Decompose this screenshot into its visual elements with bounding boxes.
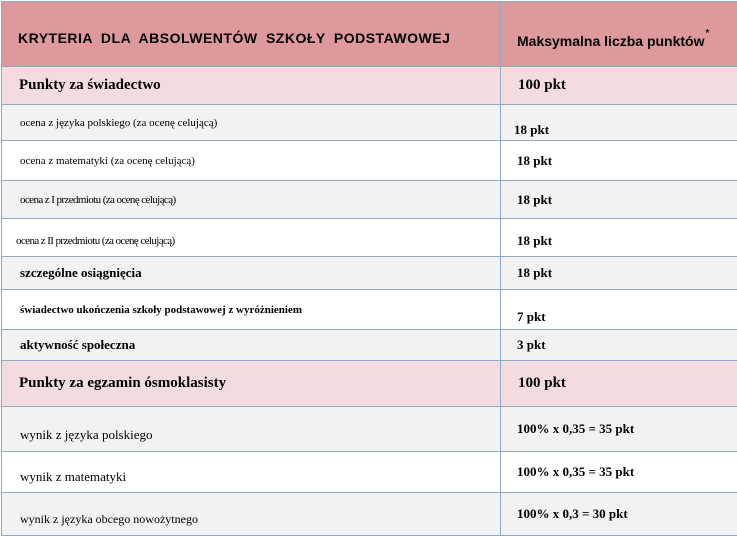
points-cell: 100 pkt <box>501 67 737 105</box>
points-cell: 18 pkt <box>501 105 737 141</box>
table-row <box>2 219 737 257</box>
criterion-cell: ocena z języka polskiego (za ocenę celującą) <box>2 105 501 141</box>
table-row <box>2 257 737 290</box>
table-header-row <box>2 2 737 67</box>
points-cell: 100% x 0,3 = 30 pkt <box>501 493 737 536</box>
points-cell: 18 pkt <box>501 219 737 257</box>
table-row <box>2 330 737 361</box>
criterion-cell: wynik z języka polskiego <box>2 407 501 452</box>
header-max-points <box>501 2 737 67</box>
criterion-cell: aktywność społeczna <box>2 330 501 361</box>
criterion-cell: świadectwo ukończenia szkoły podstawowej z wyróżnieniem <box>2 290 501 330</box>
criterion-cell: ocena z matematyki (za ocenę celującą) <box>2 141 501 181</box>
points-cell: 18 pkt <box>501 257 737 290</box>
criteria-table <box>1 1 737 536</box>
points-cell: 100 pkt <box>501 361 737 407</box>
criterion-cell: Punkty za świadectwo <box>2 67 501 105</box>
header-criteria: KRYTERIA DLA ABSOLWENTÓW SZKOŁY PODSTAWOWEJ <box>2 2 501 67</box>
table-row <box>2 407 737 452</box>
points-cell: 18 pkt <box>501 181 737 219</box>
footnote-mark: * <box>706 28 710 39</box>
criterion-cell: szczególne osiągnięcia <box>2 257 501 290</box>
points-cell: 100% x 0,35 = 35 pkt <box>501 452 737 493</box>
criterion-cell: ocena z II przedmiotu (za ocenę celującą) <box>2 219 501 257</box>
table-row <box>2 452 737 493</box>
section-row-exam <box>2 361 737 407</box>
points-cell: 100% x 0,35 = 35 pkt <box>501 407 737 452</box>
points-cell: 3 pkt <box>501 330 737 361</box>
criterion-cell: wynik z matematyki <box>2 452 501 493</box>
points-cell: 7 pkt <box>501 290 737 330</box>
criterion-cell: ocena z I przedmiotu (za ocenę celującą) <box>2 181 501 219</box>
table-row <box>2 493 737 536</box>
table-row <box>2 290 737 330</box>
criterion-cell: wynik z języka obcego nowożytnego <box>2 493 501 536</box>
table-row <box>2 105 737 141</box>
section-row-certificate <box>2 67 737 105</box>
criterion-cell: Punkty za egzamin ósmoklasisty <box>2 361 501 407</box>
points-cell: 18 pkt <box>501 141 737 181</box>
table-row <box>2 181 737 219</box>
table-row <box>2 141 737 181</box>
header-max-points-label: Maksymalna liczba punktów <box>517 33 705 49</box>
